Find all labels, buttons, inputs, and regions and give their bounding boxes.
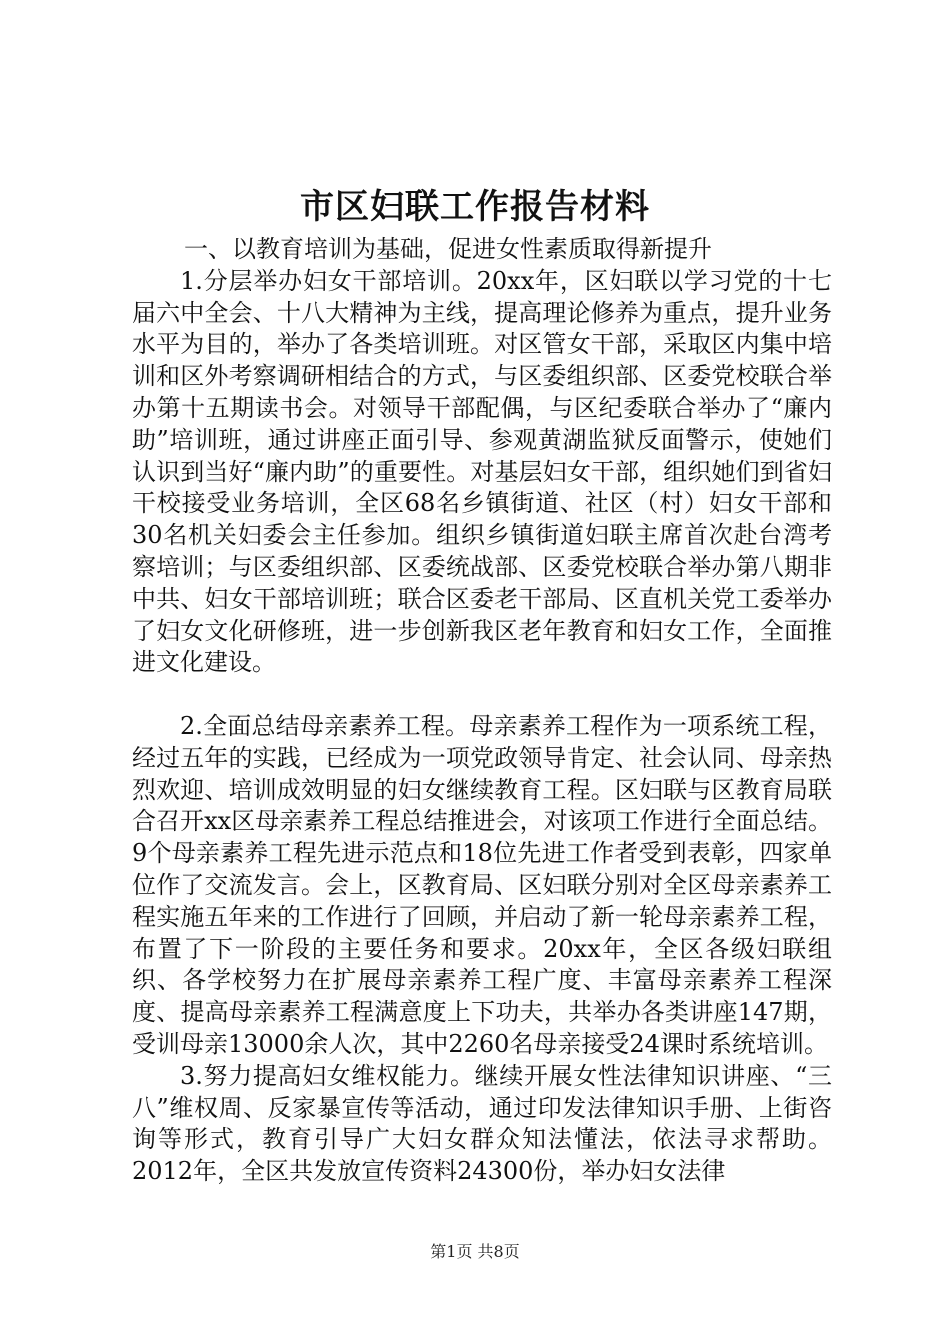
paragraph-spacer bbox=[132, 679, 832, 711]
document-title: 市区妇联工作报告材料 bbox=[300, 187, 650, 227]
paragraph-3: 3.努力提高妇女维权能力。继续开展女性法律知识讲座、“三八”维权周、反家暴宣传等活动，通过印发法律知识手册、上街咨询等形式，教育引导广大妇女群众知法懂法，依法寻求帮助。2012年，全区共发放宣传资料24300份，举办妇女法律 bbox=[132, 1061, 832, 1186]
paragraph-2: 2.全面总结母亲素养工程。母亲素养工程作为一项系统工程，经过五年的实践，已经成为一项党政领导肯定、社会认同、母亲热烈欢迎、培训成效明显的妇女继续教育工程。区妇联与区教育局联合召开xx区母亲素养工程总结推进会，对该项工作进行全面总结。9个母亲素养工程先进示范点和18位先进工作者受到表彰，四家单位作了交流发言。会上，区教育局、区妇联分别对全区母亲素养工程实施五年来的工作进行了回顾，并启动了新一轮母亲素养工程，布置了下一阶段的主要任务和要求。20xx年，全区各级妇联组织、各学校努力在扩展母亲素养工程广度、丰富母亲素养工程深度、提高母亲素养工程满意度上下功夫，共举办各类讲座147期，受训母亲13000余人次，其中2260名母亲接受24课时系统培训。 bbox=[132, 711, 832, 1058]
paragraph-1: 1.分层举办妇女干部培训。20xx年，区妇联以学习党的十七届六中全会、十八大精神为主线，提高理论修养为重点，提升业务水平为目的，举办了各类培训班。对区管女干部，采取区内集中培训和区外考察调研相结合的方式，与区委组织部、区委党校联合举办第十五期读书会。对领导干部配偶，与区纪委联合举办了“廉内助”培训班，通过讲座正面引导、参观黄湖监狱反面警示，使她们认识到当好“廉内助”的重要性。对基层妇女干部，组织她们到省妇干校接受业务培训，全区68名乡镇街道、社区（村）妇女干部和30名机关妇委会主任参加。组织乡镇街道妇联主席首次赴台湾考察培训；与区委组织部、区委统战部、区委党校联合举办第八期非中共、妇女干部培训班；联合区委老干部局、区直机关党工委举办了妇女文化研修班，进一步创新我区老年教育和妇女工作，全面推进文化建设。 bbox=[132, 266, 832, 677]
page-footer: 第1页 共8页 bbox=[430, 1242, 520, 1261]
document-body bbox=[132, 234, 832, 1188]
section-heading: 一、以教育培训为基础，促进女性素质取得新提升 bbox=[184, 235, 712, 263]
